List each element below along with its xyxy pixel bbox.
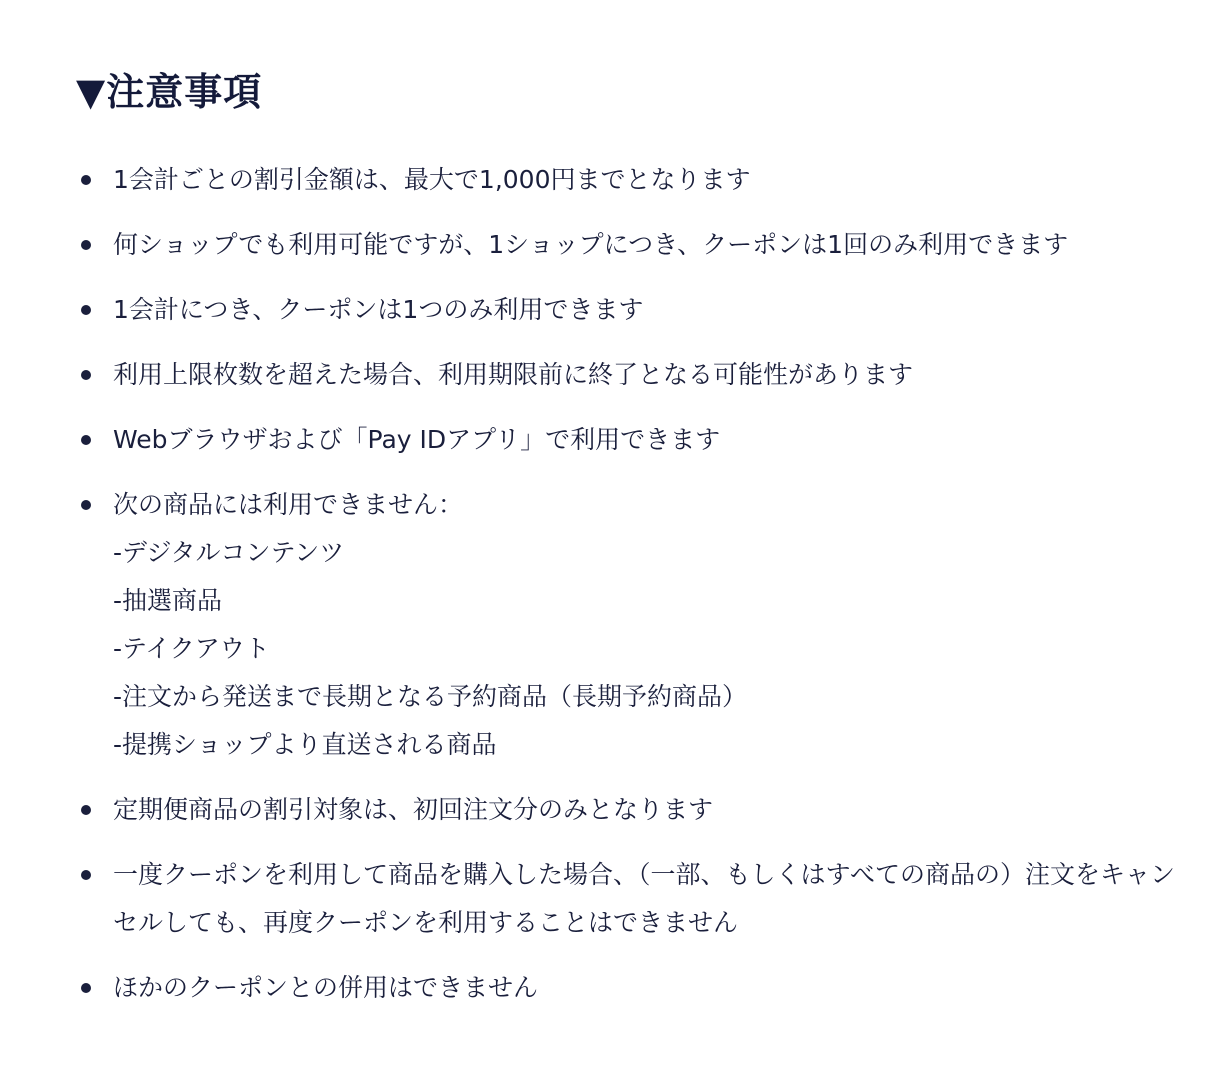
note-item [76,416,1177,464]
note-text: 定期便商品の割引対象は、初回注文分のみとなります [113,795,714,824]
note-item [76,221,1177,269]
note-item [76,286,1177,334]
note-item [76,351,1177,399]
excluded-product-item: -注文から発送まで長期となる予約商品（長期予約商品） [113,682,748,711]
bullet-icon [81,805,91,815]
note-text: 次の商品には利用できません： [113,490,464,519]
note-text: 1会計ごとの割引金額は、最大で1,000円までとなります [113,165,751,194]
bullet-icon [81,240,91,250]
note-text: 利用上限枚数を超えた場合、利用期限前に終了となる可能性があります [113,360,914,389]
bullet-icon [81,435,91,445]
bullet-icon [81,500,91,510]
excluded-product-item: -抽選商品 [113,586,223,615]
bullet-icon [81,175,91,185]
excluded-products-list [113,529,1177,769]
notes-list [76,156,1177,1012]
note-text: 1会計につき、クーポンは1つのみ利用できます [113,295,644,324]
note-item [76,786,1177,834]
bullet-icon [81,305,91,315]
note-text: ほかのクーポンとの併用はできません [113,973,539,1002]
note-item-excluded-products [76,481,1177,769]
bullet-icon [81,370,91,380]
note-text: 何ショップでも利用可能ですが、1ショップにつき、クーポンは1回のみ利用できます [113,230,1069,259]
excluded-product-item: -提携ショップより直送される商品 [113,730,497,759]
excluded-product-item: -デジタルコンテンツ [113,538,345,567]
note-text: 一度クーポンを利用して商品を購入した場合、（一部、もしくはすべての商品の）注文をキャンセルしても、再度クーポンを利用することはできません [113,860,1176,937]
note-item [76,851,1177,947]
excluded-product-item: -テイクアウト [113,634,270,663]
bullet-icon [81,870,91,880]
note-item [76,964,1177,1012]
bullet-icon [81,983,91,993]
note-text: Webブラウザおよび「Pay IDアプリ」で利用できます [113,425,721,454]
note-item [76,156,1177,204]
section-title: ▼注意事項 [76,70,263,114]
